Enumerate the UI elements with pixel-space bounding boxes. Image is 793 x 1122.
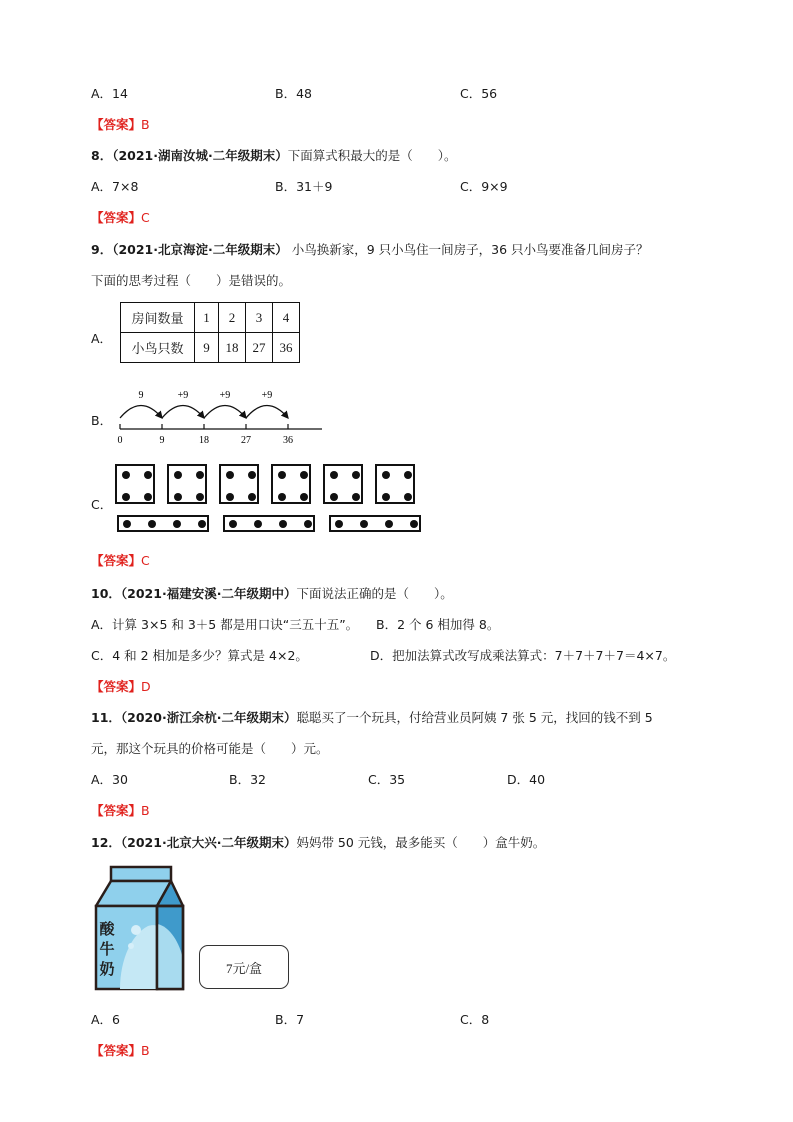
table-cell: 2 — [219, 303, 246, 333]
q8-option-b: B．31＋9 — [275, 179, 333, 194]
answer-letter: D — [141, 679, 151, 694]
q9-option-b-label: B． — [91, 413, 113, 428]
q9-number-line — [112, 385, 327, 447]
dot-group-square — [219, 464, 259, 504]
dot — [279, 520, 287, 528]
dot — [226, 493, 234, 501]
dot — [173, 520, 181, 528]
dot — [352, 493, 360, 501]
q10-option-d: D．把加法算式改写成乘法算式：7＋7＋7＋7＝4×7。 — [370, 648, 676, 663]
dot — [278, 471, 286, 479]
answer-letter: C — [141, 210, 150, 225]
number-line-jump-label: +9 — [177, 390, 189, 401]
dot-group-square — [167, 464, 207, 504]
table-cell: 18 — [219, 333, 246, 363]
dot — [330, 493, 338, 501]
question-number: 8． — [91, 148, 113, 163]
question-number: 12． — [91, 835, 121, 850]
number-line-jump-label: +9 — [261, 390, 273, 401]
question-source: （2020·浙江余杭·二年级期末） — [120, 710, 297, 725]
dot — [382, 493, 390, 501]
table-cell: 1 — [195, 303, 219, 333]
q9-option-a-label: A． — [91, 331, 113, 346]
table-row — [121, 303, 300, 333]
dot — [226, 471, 234, 479]
q9-dot-groups — [115, 464, 425, 536]
answer-label: 【答案】 — [91, 679, 142, 694]
q11-stem-line1 — [91, 708, 653, 726]
table-cell: 36 — [273, 333, 300, 363]
dot-group-square — [271, 464, 311, 504]
number-line-jump-arc — [162, 406, 204, 419]
q12-answer — [91, 1041, 150, 1059]
q11-option-b: B．32 — [229, 772, 266, 787]
dot-group-bar — [329, 515, 421, 532]
table-header-cell: 小鸟只数 — [121, 333, 195, 363]
answer-label: 【答案】 — [91, 210, 142, 225]
dot — [229, 520, 237, 528]
price-tag: 7元/盒 — [199, 945, 289, 989]
answer-label: 【答案】 — [91, 553, 142, 568]
answer-label: 【答案】 — [91, 1043, 142, 1058]
table-header-cell: 房间数量 — [121, 303, 195, 333]
question-text: 聪聪买了一个玩具，付给营业员阿姨 7 张 5 元，找回的钱不到 5 — [296, 710, 653, 725]
dot-group-square — [375, 464, 415, 504]
dot-group-bar — [117, 515, 209, 532]
dot — [248, 471, 256, 479]
q8-answer — [91, 208, 150, 226]
dot — [248, 493, 256, 501]
carton-label-char: 酸 — [99, 920, 115, 938]
q12-option-c: C．8 — [460, 1012, 490, 1027]
q11-answer — [91, 801, 150, 819]
dot — [174, 471, 182, 479]
number-line-jump-arc — [120, 406, 162, 419]
dot — [278, 493, 286, 501]
q9-option-c-label: C． — [91, 497, 113, 512]
dot — [148, 520, 156, 528]
number-line-jump-arc — [246, 406, 288, 419]
q9-stem-line2: 下面的思考过程（ ）是错误的。 — [91, 273, 292, 288]
question-source: （2021·湖南汝城·二年级期末） — [112, 148, 288, 163]
table-cell: 9 — [195, 333, 219, 363]
dot — [254, 520, 262, 528]
q7-option-a: A．14 — [91, 86, 128, 101]
q8-option-c: C．9×9 — [460, 179, 508, 194]
q7-option-c: C．56 — [460, 86, 498, 101]
dot — [382, 471, 390, 479]
dot — [174, 493, 182, 501]
answer-letter: C — [141, 553, 150, 568]
q9-option-a-table — [120, 302, 300, 363]
q11-option-c: C．35 — [368, 772, 406, 787]
question-text: 妈妈带 50 元钱，最多能买（ ）盒牛奶。 — [296, 835, 546, 850]
dot-group-square — [323, 464, 363, 504]
question-text: 下面说法正确的是（ ）。 — [296, 586, 453, 601]
q9-answer — [91, 551, 150, 569]
number-line-jump-arc — [204, 406, 246, 419]
number-line-jump-label: 9 — [138, 390, 144, 401]
q7-option-b: B．48 — [275, 86, 312, 101]
dot-group-square — [115, 464, 155, 504]
q11-option-d: D．40 — [507, 772, 546, 787]
q8-option-a: A．7×8 — [91, 179, 139, 194]
q8-stem — [91, 146, 457, 164]
dot — [335, 520, 343, 528]
question-source: （2021·福建安溪·二年级期中） — [120, 586, 297, 601]
q7-answer — [91, 115, 150, 133]
dot — [300, 471, 308, 479]
table-cell: 3 — [246, 303, 273, 333]
q10-answer — [91, 677, 151, 695]
carton-label-char: 牛 — [99, 940, 115, 958]
q10-option-b: B．2 个 6 相加得 8。 — [376, 617, 500, 632]
number-line-tick-label: 18 — [199, 435, 209, 446]
answer-letter: B — [141, 117, 150, 132]
dot — [360, 520, 368, 528]
question-number: 11． — [91, 710, 121, 725]
q12-option-a: A．6 — [91, 1012, 121, 1027]
dot-group-bar — [223, 515, 315, 532]
dot — [385, 520, 393, 528]
carton-label-char: 奶 — [99, 960, 115, 978]
question-number: 9． — [91, 242, 113, 257]
question-number: 10． — [91, 586, 121, 601]
q10-option-a: A．计算 3×5 和 3＋5 都是用口诀“三五十五”。 — [91, 617, 359, 632]
question-text: 下面算式积最大的是（ ）。 — [287, 148, 457, 163]
dot — [196, 493, 204, 501]
question-source: （2021·北京大兴·二年级期末） — [120, 835, 297, 850]
answer-label: 【答案】 — [91, 803, 142, 818]
answer-label: 【答案】 — [91, 117, 142, 132]
dot — [123, 520, 131, 528]
q12-option-b: B．7 — [275, 1012, 305, 1027]
number-line-tick-label: 27 — [241, 435, 251, 446]
dot — [404, 471, 412, 479]
dot — [196, 471, 204, 479]
table-cell: 4 — [273, 303, 300, 333]
number-line-jump-label: +9 — [219, 390, 231, 401]
q10-stem — [91, 584, 453, 602]
answer-letter: B — [141, 803, 150, 818]
milk-carton-illustration — [92, 864, 188, 992]
q12-stem — [91, 833, 545, 851]
dot — [122, 493, 130, 501]
answer-letter: B — [141, 1043, 150, 1058]
q11-option-a: A．30 — [91, 772, 128, 787]
question-text: 小鸟换新家，9 只小鸟住一间房子，36 只小鸟要准备几间房子？ — [287, 242, 649, 257]
number-line-tick-label: 36 — [283, 435, 293, 446]
dot — [144, 493, 152, 501]
dot — [122, 471, 130, 479]
question-source: （2021·北京海淀·二年级期末） — [112, 242, 288, 257]
dot — [410, 520, 418, 528]
dot — [144, 471, 152, 479]
number-line-tick-label: 0 — [117, 435, 123, 446]
dot — [330, 471, 338, 479]
table-row — [121, 333, 300, 363]
q10-option-c: C．4 和 2 相加是多少？算式是 4×2。 — [91, 648, 308, 663]
dot — [198, 520, 206, 528]
dot — [352, 471, 360, 479]
number-line-tick-label: 9 — [159, 435, 165, 446]
dot — [304, 520, 312, 528]
dot — [300, 493, 308, 501]
q9-stem-line1 — [91, 240, 649, 258]
table-cell: 27 — [246, 333, 273, 363]
q11-stem-line2: 元，那这个玩具的价格可能是（ ）元。 — [91, 741, 329, 756]
dot — [404, 493, 412, 501]
